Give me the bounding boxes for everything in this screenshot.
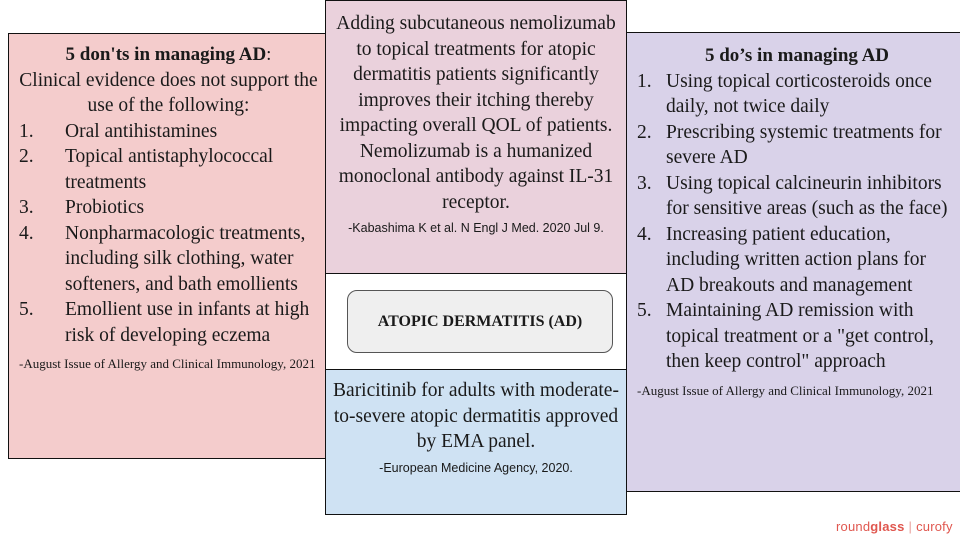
list-text: Nonpharmacologic treatments, including silk clothing, water softeners, and bath emollients bbox=[65, 222, 306, 295]
list-text: Using topical corticosteroids once daily, not twice daily bbox=[666, 70, 932, 117]
list-item bbox=[637, 120, 957, 171]
list-item bbox=[19, 221, 318, 298]
donts-title-text: 5 don'ts in managing AD bbox=[65, 44, 267, 65]
list-item bbox=[637, 298, 957, 375]
baricitinib-text: Baricitinib for adults with moderate-to-severe atopic dermatitis approved by EMA panel. bbox=[333, 380, 619, 452]
brand-curofy: curofy bbox=[916, 519, 953, 534]
list-item bbox=[19, 119, 318, 145]
donts-title-colon: : bbox=[266, 44, 272, 65]
list-item bbox=[19, 297, 318, 348]
nemolizumab-panel bbox=[325, 0, 627, 274]
donts-intro: Clinical evidence does not support the use of the following: bbox=[19, 69, 318, 116]
dos-title: 5 do’s in managing AD bbox=[704, 45, 890, 66]
list-item bbox=[19, 144, 318, 195]
donts-source: -August Issue of Allergy and Clinical Immunology, 2021 bbox=[19, 356, 316, 371]
list-text: Oral antihistamines bbox=[65, 120, 218, 142]
brand-roundglass-b: glass bbox=[870, 519, 905, 534]
list-number: 3. bbox=[19, 197, 34, 218]
list-item bbox=[637, 171, 957, 222]
list-number: 1. bbox=[19, 120, 34, 142]
brand-logo bbox=[836, 519, 953, 534]
donts-list bbox=[19, 119, 318, 349]
list-item bbox=[637, 69, 957, 120]
baricitinib-source: -European Medicine Agency, 2020. bbox=[379, 460, 573, 475]
center-title-pill: ATOPIC DERMATITIS (AD) bbox=[347, 290, 613, 353]
list-text: Increasing patient education, including written action plans for AD breakouts and management bbox=[666, 223, 926, 296]
dos-panel bbox=[626, 32, 960, 492]
list-text: Using topical calcineurin inhibitors for sensitive areas (such as the face) bbox=[666, 172, 948, 219]
list-text: Prescribing systemic treatments for severe AD bbox=[666, 121, 942, 168]
dos-list bbox=[637, 69, 957, 375]
dos-source: -August Issue of Allergy and Clinical Immunology, 2021 bbox=[637, 382, 934, 398]
list-text: Maintaining AD remission with topical treatment or a "get control, then keep control" approach bbox=[666, 300, 934, 372]
list-number: 5. bbox=[637, 300, 652, 321]
list-number: 5. bbox=[19, 299, 34, 320]
nemolizumab-text: Adding subcutaneous nemolizumab to topical treatments for atopic dermatitis patients significantly improves their itching thereby impacting overall QOL of patients. Nemolizumab is a humanized monoclonal antibody against IL-31 receptor. bbox=[336, 13, 616, 213]
list-item bbox=[19, 195, 318, 221]
list-number: 4. bbox=[637, 223, 652, 245]
list-text: Topical antistaphylococcal treatments bbox=[65, 146, 274, 193]
center-band bbox=[325, 273, 627, 370]
brand-separator: | bbox=[908, 519, 913, 534]
brand-roundglass-a: round bbox=[836, 519, 871, 534]
list-number: 1. bbox=[637, 70, 652, 92]
list-text: Probiotics bbox=[65, 197, 145, 218]
nemolizumab-source: -Kabashima K et al. N Engl J Med. 2020 Jul 9. bbox=[348, 221, 604, 235]
baricitinib-panel bbox=[325, 369, 627, 515]
list-item bbox=[637, 222, 957, 299]
list-number: 2. bbox=[19, 146, 34, 167]
donts-title bbox=[19, 42, 318, 68]
list-number: 2. bbox=[637, 121, 652, 143]
donts-panel bbox=[8, 33, 327, 459]
list-text: Emollient use in infants at high risk of developing eczema bbox=[65, 299, 310, 346]
list-number: 4. bbox=[19, 222, 34, 244]
list-number: 3. bbox=[637, 172, 652, 194]
